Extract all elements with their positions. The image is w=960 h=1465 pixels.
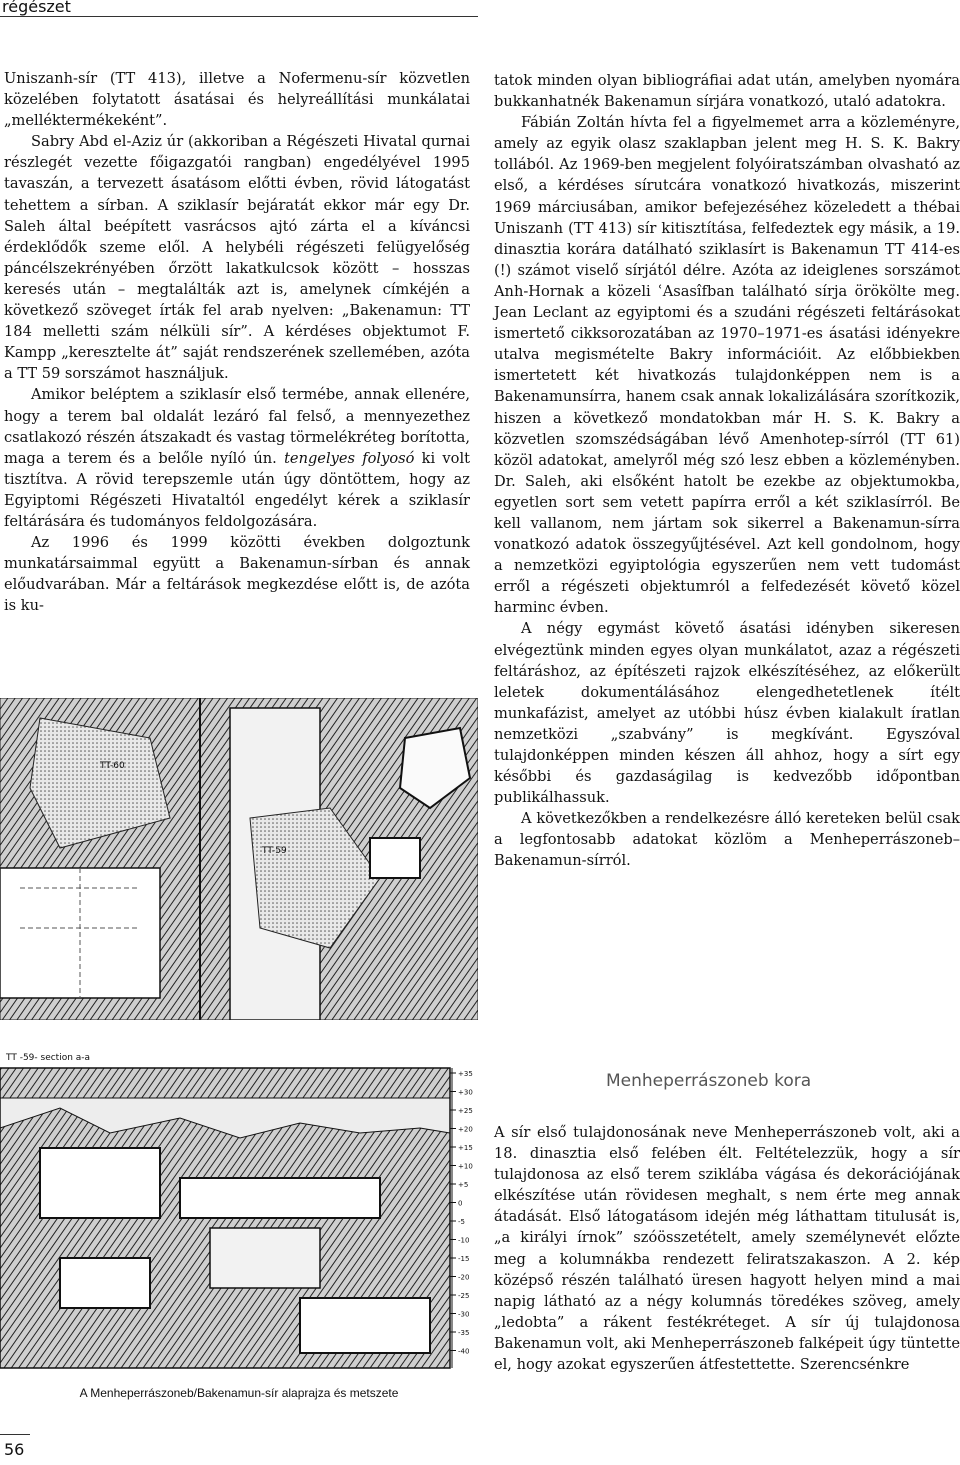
right-paragraph-4: A következőkben a rendelkezésre álló kereteken belül csak a legfontosabb adatokat közlöm a Menheperrászoneb–Bakenamun-sírról. [494, 810, 960, 870]
running-header [0, 0, 480, 20]
header-rule [0, 16, 478, 17]
scale-tick-label: +10 [458, 1162, 473, 1171]
section-body [494, 1122, 960, 1375]
plan-label-tt60: TT-60 [100, 761, 125, 771]
scale-tick-label: -35 [458, 1329, 470, 1337]
plan-svg [0, 698, 478, 1020]
section-svg [0, 1038, 478, 1383]
scale-tick-label: +25 [458, 1107, 473, 1115]
right-paragraph-1: tatok minden olyan bibliográfiai adat után, amelyben nyomára bukkanhatnék Bakenamun sírjára vonatkozó, utaló adatokra. [494, 72, 960, 111]
page-number-rule [0, 1434, 30, 1435]
right-paragraph-3: A négy egymást követő ásatási idényben sikeresen elvégeztünk minden egyes olyan munkálatot, azaz a régészeti feltáráshoz, az építészeti rajzok elkészítéséhez, az előkerült leletek dokumentálásához elengedhetetlenek ítélt munkafázist, amelyet az utóbbi húsz évben kialakult íratlan nemzetközi „szabvány” is megkívánt. Egyszóval tulajdonképpen minden készen áll ahhoz, hogy a sírt egy későbbi és gazdaságilag is kedvezőbb időpontban publikálhassuk. [494, 620, 960, 807]
scale-tick-label: +20 [458, 1125, 473, 1134]
scale-tick-label: 0 [458, 1199, 463, 1208]
section-paragraph-1: A sír első tulajdonosának neve Menheperrászoneb volt, aki a 18. dinasztia első felében élt. Feltételezzük, hogy a sír tulajdonosa az első terem sziklába vágása és dekorációjának elkészítése után rövidesen meghalt, s nem érte meg annak átadását. Első látogatásom idején még láthattam titulusát is, „a királyi írnok” szóösszetételt, amely személynevét előzte meg a kolumnákba rendezett feliratszakaszon. A 2. kép középső részén található üresen hagyott helyen mind a mai napig látható az a négy kolumnás töredékes szöveg, amely „ledobta” a rákent festékréteget. A sír új tulajdonosa Bakenamun volt, aki Menheperrászoneb falképeit úgy tüntette el, hogy azokat egyszerűen átfestettette. Szerencsénkre [494, 1124, 960, 1374]
scale-tick-label: -20 [458, 1273, 470, 1282]
page-number: 56 [4, 1440, 25, 1459]
tomb-section-drawing [0, 1038, 478, 1383]
scale-tick-label: +35 [458, 1070, 473, 1078]
right-paragraph-2: Fábián Zoltán hívta fel a figyelmemet arra a közleményre, amely az egyik olasz szaklapban jelent meg H. S. K. Bakry tollából. Az 1969-ben megjelent folyóiratszámban olvasható az első, a kérdéses sírutcára vonatkozó hivatkozás, miszerint 1969 márciusában, amikor befejezéséhez közeledett a thébai Uniszanh (TT 413) sír kitisztítása, felfedeztek egy másik, a 19. dinasztia korára datálható sziklasírt is Bakenamun TT 414-es (!) számot viselő sírjától délre. Azóta az ideiglenes sorszámot Anh-Hornak a közeli ʿAsasîfban található sírja örökölte meg. Jean Leclant az egyiptomi és a szudáni régészeti feltárásokat ismertető cikksorozatában az 1970–1971-es ásatási idényekre utalva megismételte Bakry információit. Az előbbiekben ismertetett két hivatkozás tulajdonképpen nem is a Bakenamunsírra, hanem csak annak lokalizálására szorítkozik, hiszen a következő mondatokban már H. S. K. Bakry a közvetlen szomszédságában lévő Amenhotep-sírról (TT 61) közöl adatokat, amelyről még szó lesz ebben a közleményben. Dr. Saleh, aki elsőként hatolt be ezekbe az objektumokba, egyetlen sort sem vetett papírra erről a két sziklasírról. Be kell vallanom, nem jártam sok sikerrel a Bakenamun-sírra vonatkozó adatok összegyűjtésével. Azt kell gondolnom, hogy a nemzetközi egyiptológia egyszerűen nem vett tudomást erről a régészeti objektumról a felfedezését követő közel harminc évben. [494, 114, 960, 617]
figure-caption: A Menheperrászoneb/Bakenamun-sír alaprajza és metszete [79, 1386, 399, 1400]
scale-tick-label: -30 [458, 1310, 470, 1319]
scale-tick-label: -5 [458, 1218, 465, 1226]
left-paragraph-3 [4, 384, 470, 532]
left-column [4, 68, 470, 616]
left-paragraph-1: Uniszanh-sír (TT 413), illetve a Nofermenu-sír közvetlen közelében folytatott ásatásai és helyreállítási munkálatai „melléktermékeként”. [4, 70, 470, 130]
left-paragraph-3-end: ki volt tisztítva. A rövid terepszemle után úgy döntöttem, hogy az Egyiptomi Régészeti Hivataltól engedélyt kérek a sziklasír feltárására és tudományos feldolgozására. [4, 449, 470, 530]
left-paragraph-4: Az 1996 és 1999 közötti években dolgoztunk munkatársaimmal együtt a Bakenamun-sírban és annak előudvarában. Már a feltárások megkezdése előtt is, de azóta is ku- [4, 534, 470, 615]
scale-tick-label: +15 [458, 1144, 473, 1152]
italic-term: tengelyes folyosó [284, 449, 415, 467]
scale-tick-label: -10 [458, 1236, 470, 1245]
section-drawing-label: TT -59- section a-a [6, 1053, 91, 1063]
right-column [494, 70, 960, 872]
section-label: régészet [2, 0, 71, 16]
scale-tick-label: -15 [458, 1255, 470, 1263]
tomb-plan-drawing [0, 698, 478, 1020]
scale-tick-label: -25 [458, 1292, 470, 1300]
scale-tick-label: -40 [458, 1347, 470, 1356]
left-paragraph-2: Sabry Abd el-Aziz úr (akkoriban a Régészeti Hivatal qurnai részlegét vezette főigazgatói rangban) engedélyével 1995 tavaszán, a tervezett ásatásom előtti évben, rövid látogatást tehettem a sírban. A sziklasír bejáratát ekkor már egy Dr. Saleh által beépített vasrácsos ajtó zárta el a kíváncsi érdeklődők szeme elől. A helybéli régészeti felügyelőség páncélszekrényében őrzött lakatkulcsok között – hosszas keresés után – megtalálták azt is, amelynek címkéjén a következő szöveget írták fel arab nyelven: „Bakenamun: TT 184 melletti szám nélküli sír”. A kérdéses objektumot F. Kampp „keresztelte át” saját rendszerének szellemében, azóta a TT 59 sorszámot használjuk. [4, 133, 470, 383]
scale-tick-label: +30 [458, 1088, 473, 1097]
section-heading: Menheperrászoneb kora [606, 1071, 812, 1091]
left-paragraph-3-start: Amikor beléptem a sziklasír első termébe, annak ellenére, hogy a terem bal oldalát lezáró fal felső, a mennyezethez csatlakozó részén átszakadt és vastag törmelékréteg borította, maga a terem és a belőle nyíló ún. [4, 386, 470, 467]
scale-tick-label: +5 [458, 1181, 469, 1189]
plan-label-tt59: TT-59 [262, 846, 287, 856]
